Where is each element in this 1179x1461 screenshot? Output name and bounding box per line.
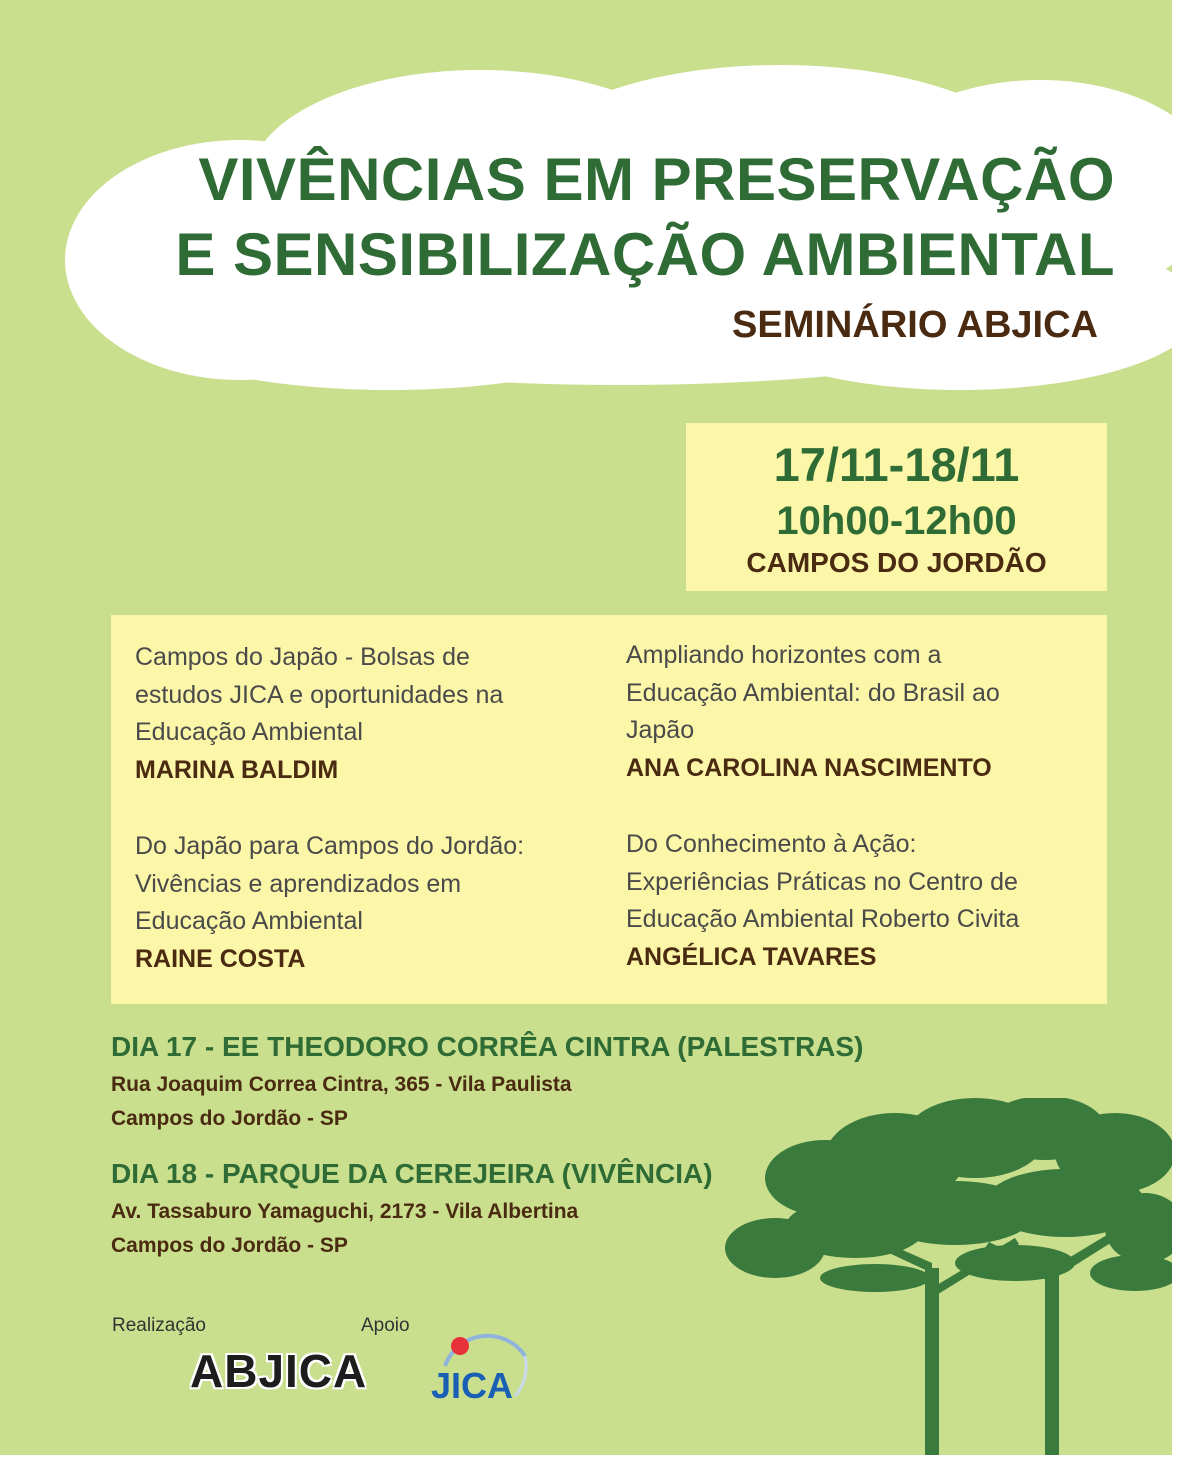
title-line-2: E SENSIBILIZAÇÃO AMBIENTAL (175, 221, 1115, 288)
talk-2 (626, 637, 1086, 787)
talk-speaker: ANA CAROLINA NASCIMENTO (626, 753, 992, 782)
talk-title: Do Japão para Campos do Jordão: Vivências e aprendizados em Educação Ambiental (135, 832, 525, 935)
talk-speaker: MARINA BALDIM (135, 755, 339, 784)
event-time: 10h00-12h00 (776, 499, 1017, 543)
subtitle: SEMINÁRIO ABJICA (732, 304, 1098, 346)
talk-title: Ampliando horizontes com a Educação Ambiental: do Brasil ao Japão (626, 641, 1000, 744)
talk-speaker: ANGÉLICA TAVARES (626, 942, 877, 971)
location-address-line-2: Campos do Jordão - SP (111, 1234, 348, 1257)
jica-logo-text: JICA (431, 1365, 514, 1406)
location-address-line-2: Campos do Jordão - SP (111, 1107, 348, 1130)
title-line-1: VIVÊNCIAS EM PRESERVAÇÃO (198, 146, 1115, 213)
talk-4 (626, 826, 1096, 976)
talk-1 (135, 639, 595, 789)
event-place: CAMPOS DO JORDÃO (746, 547, 1047, 578)
abjica-logo: ABJICA (190, 1345, 368, 1397)
date-box (686, 423, 1107, 591)
apoio-label: Apoio (361, 1315, 410, 1336)
location-heading-day-17: DIA 17 - EE THEODORO CORRÊA CINTRA (PALESTRAS) (111, 1031, 864, 1062)
jica-logo (425, 1326, 535, 1410)
talk-speaker: RAINE COSTA (135, 944, 306, 973)
talks-panel (111, 615, 1107, 1004)
location-address-line-1: Av. Tassaburo Yamaguchi, 2173 - Vila Albertina (111, 1200, 579, 1223)
location-address-line-1: Rua Joaquim Correa Cintra, 365 - Vila Paulista (111, 1073, 572, 1096)
event-dates: 17/11-18/11 (773, 438, 1020, 491)
realizacao-label: Realização (112, 1315, 206, 1336)
talk-title: Do Conhecimento à Ação: Experiências Práticas no Centro de Educação Ambiental Roberto Civita (626, 830, 1020, 933)
talk-3 (135, 828, 595, 978)
talk-title: Campos do Japão - Bolsas de estudos JICA e oportunidades na Educação Ambiental (135, 643, 504, 746)
tree-illustration (715, 1098, 1172, 1455)
location-heading-day-18: DIA 18 - PARQUE DA CEREJEIRA (VIVÊNCIA) (111, 1158, 713, 1189)
